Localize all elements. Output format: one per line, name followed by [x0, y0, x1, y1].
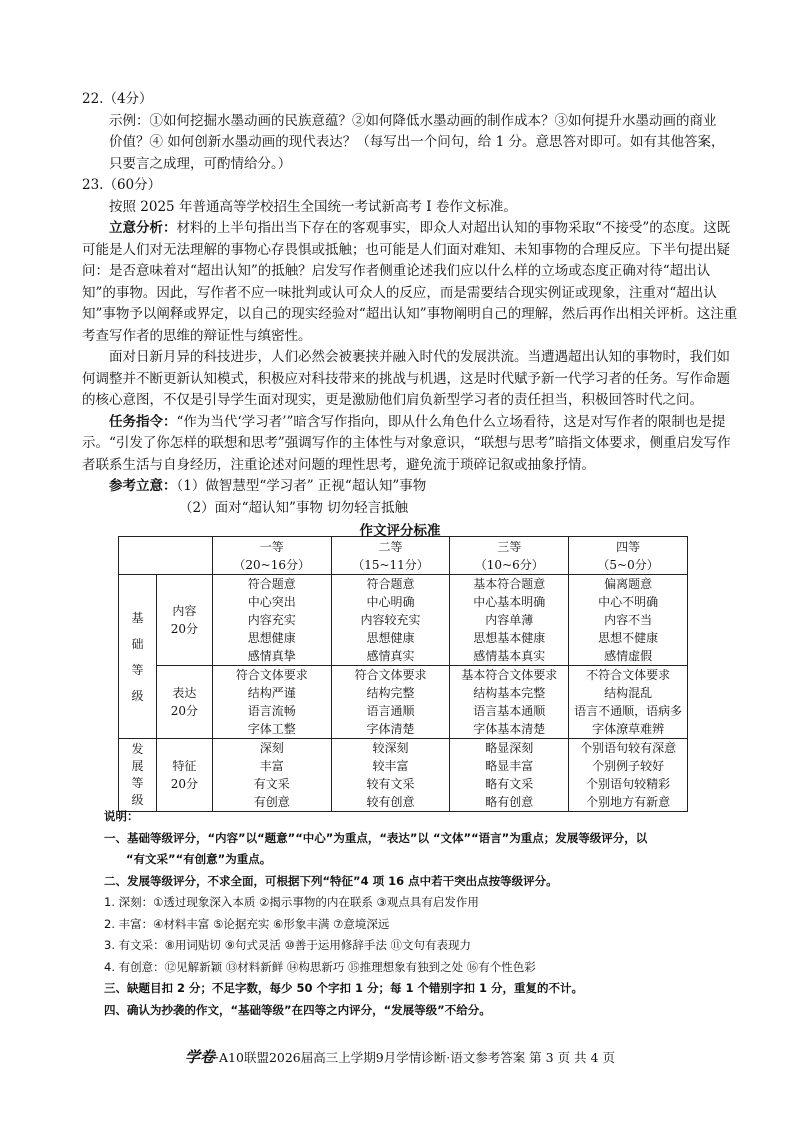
cell-line: 较深刻	[372, 741, 409, 755]
row-label: 特征	[172, 759, 197, 773]
cell-line: 字体潦草难辨	[592, 722, 665, 736]
cell-content-4	[569, 575, 688, 666]
analysis-text: 材料的上半句指出当下存在的客观事实，即众人对超出认知的事物采取“不接受”的态度。这既可能是人们对无法理解的事物心存畏惧或抵触；也可能是人们面对难知、未知事物的合理反应。下半句提出疑问：是否意味着对“超出认知”的抵触？启发写作者侧重论述我们应以什么样的立场或态度正确对待“超出认知”的事物。因此，写作者不应一味批判或认可众人的反应，而是需要结合现实例证或现象，注重对“超出认知”事物予以阐释或界定，以自己的现实经验对“超出认知”事物阐明自己的理解，然后再作出相关评析。这注重考查写作者的思维的辩证性与缜密性。	[82, 220, 738, 344]
q23-ref	[82, 476, 742, 498]
q23-task	[82, 412, 742, 477]
cell-feature-2	[331, 739, 450, 812]
cell-line: 感情真挚	[247, 649, 296, 663]
cell-line: 中心明确	[366, 595, 415, 609]
grade-header-row	[119, 537, 688, 575]
cell-line: 个别语句较有深意	[580, 741, 677, 755]
cell-expression-2	[331, 666, 450, 739]
cell-line: 符合题意	[247, 577, 296, 591]
row-label-expression	[156, 666, 212, 739]
task-label: 任务指令：	[109, 413, 177, 430]
cell-line: 思想不健康	[598, 631, 659, 645]
row-label-content	[156, 575, 212, 666]
q22-heading: 22.（4分）	[82, 91, 153, 107]
q23-para2: 面对日新月异的科技进步，人们必然会被裹挟并融入时代的发展洪流。当遭遇超出认知的事物时，我们如何调整并不断更新认知模式，积极应对科技带来的挑战与机遇，这是时代赋予新一代学习者的任务。写作命题的核心意图，不仅是引导学生面对现实，更是激励他们肩负新型学习者的责任担当，积极回答时代之问。	[82, 349, 730, 408]
cell-feature-4	[569, 739, 688, 812]
note-1a: 一、基础等级评分，“内容”以“题意”“中心”为重点，“表达”以 “文体”“语言”为重点；发展等级评分，以	[104, 830, 648, 845]
note-2-3: 3. 有文采：⑧用词贴切 ⑨句式灵活 ⑩善于运用修辞手法 ⑪文句有表现力	[104, 938, 472, 952]
cell-line: 内容单薄	[485, 613, 534, 627]
grade-header-4	[569, 537, 688, 575]
basic-level-text: 基础等级	[131, 610, 144, 703]
cell-line: 较丰富	[372, 759, 409, 773]
cell-line: 较有创意	[366, 795, 415, 809]
cell-line: 偏离题意	[604, 577, 653, 591]
q23-intro: 按照 2025 年普通高等学校招生全国统一考试新高考 I 卷作文标准。	[109, 198, 517, 215]
publisher-logo: 学卷	[185, 1048, 216, 1066]
q23-heading: 23.（60分）	[82, 177, 162, 193]
cell-line: 思想健康	[247, 631, 296, 645]
notes-block	[104, 806, 744, 1021]
row-points: 20分	[170, 777, 198, 791]
q23-block	[82, 175, 742, 519]
cell-line: 深刻	[259, 741, 284, 755]
q22-line1: 示例：①如何挖掘水墨动画的民族意蕴？②如何降低水墨动画的制作成本？③如何提升水墨动画的商业	[109, 112, 717, 129]
cell-line: 字体工整	[247, 722, 296, 736]
ref-2: （2）面对“超认知”事物 切勿轻言抵触	[179, 499, 409, 516]
cell-line: 结构完整	[366, 686, 415, 700]
cell-line: 思想基本健康	[473, 631, 546, 645]
cell-expression-1	[212, 666, 331, 739]
note-4: 四、确认为抄袭的作文，“基础等级”在四等之内评分，“发展等级”不给分。	[104, 1002, 491, 1017]
cell-expression-3	[450, 666, 569, 739]
grade-range: （15~11分）	[352, 557, 429, 572]
cell-line: 基本符合题意	[473, 577, 546, 591]
note-1b: “有文采”“有创意”为重点。	[126, 852, 272, 866]
q22-line3: 只要言之成理，可酌情给分。）	[109, 155, 292, 172]
q22-block	[82, 89, 742, 175]
cell-line: 符合文体要求	[354, 668, 427, 682]
cell-content-1	[212, 575, 331, 666]
cell-content-3	[450, 575, 569, 666]
cell-line: 符合文体要求	[235, 668, 308, 682]
table-title: 作文评分标准	[359, 523, 441, 539]
cell-line: 结构严谨	[247, 686, 296, 700]
cell-line: 语言通顺	[366, 704, 415, 718]
cell-line: 字体清楚	[366, 722, 415, 736]
row-label-feature	[156, 739, 212, 812]
cell-line: 符合题意	[366, 577, 415, 591]
note-3: 三、缺题目扣 2 分；不足字数，每少 50 个字扣 1 分；每 1 个错别字扣 1 分，重复的不计。	[104, 981, 584, 995]
grade-name: 二等	[378, 539, 403, 554]
cell-line: 感情真实	[366, 649, 415, 663]
cell-line: 略显丰富	[485, 759, 534, 773]
cell-line: 感情基本真实	[473, 649, 546, 663]
grade-name: 四等	[616, 539, 641, 554]
row-expression	[119, 666, 688, 739]
cell-line: 个别语句较精彩	[586, 777, 671, 791]
note-2-4: 4. 有创意：⑫见解新颖 ⑬材料新鲜 ⑭构思新巧 ⑮推理想象有独到之处 ⑯有个性色彩	[104, 959, 536, 974]
page-footer	[0, 1046, 800, 1067]
row-label: 内容	[172, 604, 197, 618]
grade-header-1	[212, 537, 331, 575]
analysis-label: 立意分析：	[109, 220, 177, 236]
ref-1: （1）做智慧型“学习者” 正视“超认知”事物	[176, 478, 427, 494]
grade-name: 一等	[259, 539, 284, 554]
basic-level-label	[119, 575, 157, 739]
row-content	[119, 575, 688, 666]
cell-line: 语言流畅	[247, 704, 296, 718]
cell-line: 内容充实	[247, 613, 296, 627]
row-points: 20分	[170, 622, 198, 636]
cell-expression-4	[569, 666, 688, 739]
row-label: 表达	[172, 686, 197, 700]
cell-line: 个别地方有新意	[586, 795, 671, 809]
cell-line: 略显深刻	[485, 741, 534, 755]
cell-line: 较有文采	[366, 777, 415, 791]
cell-line: 内容不当	[604, 613, 653, 627]
cell-line: 中心突出	[247, 595, 296, 609]
cell-content-2	[331, 575, 450, 666]
cell-line: 丰富	[259, 759, 284, 773]
cell-line: 字体基本清楚	[473, 722, 546, 736]
cell-line: 内容较充实	[360, 613, 421, 627]
cell-feature-1	[212, 739, 331, 812]
cell-line: 中心基本明确	[473, 595, 546, 609]
footer-text: ·A10联盟2026届高三上学期9月学情诊断·语文参考答案 第 3 页 共 4 页	[215, 1050, 615, 1065]
cell-line: 个别例子较好	[592, 759, 665, 773]
cell-feature-3	[450, 739, 569, 812]
cell-line: 中心不明确	[598, 595, 659, 609]
cell-line: 有创意	[253, 795, 290, 809]
ref-label: 参考立意：	[109, 478, 177, 494]
grade-range: （20~16分）	[233, 557, 310, 572]
cell-line: 语言不通顺，语病多	[574, 704, 683, 718]
task-text: “作为当代‘学习者’”暗含写作指向，即从什么角色什么立场看待，这是对写作者的限制也是提示。“引发了你怎样的联想和思考”强调写作的主体性与对象意识，“联想与思考”暗指文体要求，侧重启发写作者联系生活与自身经历，注重论述对问题的理性思考，避免流于琐碎记叙或抽象抒情。	[82, 413, 731, 473]
grade-range: （5~0分）	[597, 557, 659, 572]
cell-line: 语言基本通顺	[473, 704, 546, 718]
row-points: 20分	[170, 704, 198, 718]
cell-line: 思想健康	[366, 631, 415, 645]
grade-header-2	[331, 537, 450, 575]
note-2: 二、发展等级评分，不求全面，可根据下列“特征”4 项 16 点中若干突出点按等级评分。	[104, 873, 558, 888]
row-feature	[119, 739, 688, 812]
cell-line: 基本符合文体要求	[461, 668, 558, 682]
grading-table	[118, 536, 688, 812]
grade-header-3	[450, 537, 569, 575]
cell-line: 有文采	[253, 777, 290, 791]
cell-line: 不符合文体要求	[586, 668, 671, 682]
note-2-1: 1. 深刻：①透过现象深入本质 ②揭示事物的内在联系 ③观点具有启发作用	[104, 895, 479, 909]
q22-line2: 价值？④ 如何创新水墨动画的现代表达？（每写出一个问句，给 1 分。意思答对即可。如有其他答案，	[109, 134, 725, 150]
q23-analysis	[82, 218, 742, 347]
grade-name: 三等	[497, 539, 522, 554]
cell-line: 结构混乱	[604, 686, 653, 700]
cell-line: 略有创意	[485, 795, 534, 809]
dev-level-text: 发展等级	[131, 742, 144, 807]
cell-line: 略有文采	[485, 777, 534, 791]
note-2-2: 2. 丰富：④材料丰富 ⑤论据充实 ⑥形象丰满 ⑦意境深远	[104, 916, 390, 931]
cell-line: 感情虚假	[604, 649, 653, 663]
header-blank-cell	[119, 537, 213, 575]
dev-level-label	[119, 739, 157, 812]
notes-heading: 说明：	[104, 809, 139, 823]
cell-line: 结构基本完整	[473, 686, 546, 700]
grade-range: （10~6分）	[474, 557, 544, 572]
